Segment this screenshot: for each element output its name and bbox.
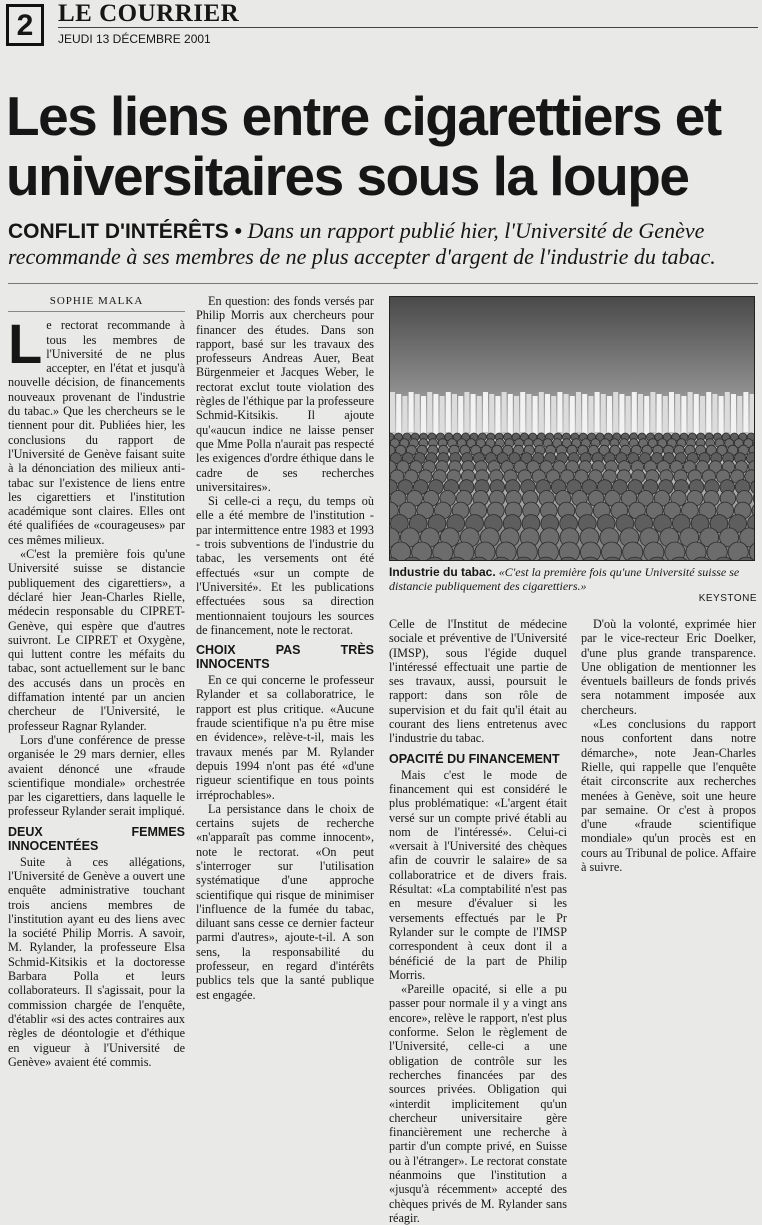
article-paragraph: «Pareille opacité, si elle a pu passer pour normale il y a vingt ans encore», relève le rapport, n'est plus conforme. Selon le règlement de l'Université, celle-ci a une obligation de contrôle sur les recherches financées par des sources privées. Obligation qui «interdit implicitement qu'un chercheur universitaire gère financièrement une recherche à partir d'un compte privé, en Suisse ou à l'étranger». Le rectorat constate néanmoins que l'institution a «jusqu'à récemment» accepté des chèques privés de M. Rylander sans réagir. (389, 982, 567, 1225)
headline: Les liens entre cigarettiers et universitaires sous la loupe (6, 85, 721, 207)
article-paragraph: Le rectorat recommande à tous les membres de l'Université de ne plus accepter, en l'état et jusqu'à nouvelle décision, de financements nouveaux provenant de l'industrie du tabac.» Que les chercheurs se le tiennent pour dit. Publiées hier, les conclusions du rapport de l'Université de Genève faisant suite à la dénonciation des milieux anti-tabac sur l'existence de liens entre les cigarettiers et l'institution académique sont claires. Elles ont été qualifiées de «courageuses» par ces mêmes milieux. (8, 312, 185, 547)
article-paragraph: Celle de l'Institut de médecine sociale et préventive de l'Université (IMSP), sous l'égide duquel l'intéressé effectuait une partie de ses travaux, aussi, poursuit le rapport: dans son rôle de supervision et du fait qu'il était au courant des liens entretenus avec l'industrie du tabac. (389, 617, 567, 746)
standfirst-kicker: CONFLIT D'INTÉRÊTS • (8, 220, 243, 243)
article-paragraph: D'où la volonté, exprimée hier par le vice-recteur Eric Doelker, d'une plus grande transparence. Une obligation de mentionner les éventuels bailleurs de fonds privés sera notamment imposée aux chercheurs. (581, 617, 756, 717)
photo-caption (389, 565, 757, 604)
drop-cap: L (8, 312, 43, 376)
caption-title: Industrie du tabac. (389, 565, 496, 579)
article-paragraph: La persistance dans le choix de certains sujets de recherche «n'apparaît pas comme innocent», note le rectorat. «On peut s'interroger sur l'utilisation systématique d'une approche scientifique qui risque de minimiser l'influence de la fumée du tabac, diluant sans cesse ce dernier facteur parmi d'autres», ajoute-t-il. A son sens, la responsabilité du professeur, en regard d'intérêts publics tels que la santé publique est engagée. (196, 801, 374, 1002)
article-paragraph: Suite à ces allégations, l'Université de Genève a ouvert une enquête administrative touchant trois anciens membres de l'institution ayant eu des liens avec la société Philip Morris. A savoir, M. Rylander, la professeure Elsa Schmid-Kitsikis et la doctoresse Barbara Polla et leurs collaborateurs. Il s'agissait, pour la commission chargée de l'enquête, d'établir «si des actes contraires aux règles de déontologie et d'éthique en vigueur à l'Université de Genève» avaient été commis. (8, 854, 185, 1069)
cigarettes-photo (389, 296, 755, 561)
article-paragraph: En question: des fonds versés par Philip Morris aux chercheurs pour financer des études. Dans son rapport, basé sur les travaux des professeurs Andreas Auer, Beat Bürgenmeier et Jacques Weber, le rectorat exclut toute violation des règles de l'éthique par la professeure Schmid-Kitsikis. Il ajoute qu'«aucun indice ne laisse penser que Mme Polla n'aurait pas respecté les exigences d'ordre éthique dans le cadre de ses recherches universitaires». (196, 294, 374, 494)
subheading-deux-femmes: DEUX FEMMES INNOCENTÉES (8, 824, 185, 853)
byline: SOPHIE MALKA (8, 294, 185, 312)
cigarettes-image (390, 297, 755, 561)
subheading-choix: CHOIX PAS TRÈS INNOCENTS (196, 643, 374, 672)
article-paragraph: Lors d'une conférence de presse organisée le 29 mars dernier, elles avaient dénoncé une «fraude scientifique mondiale» orchestrée par les cigarettiers, dans laquelle le professeur Rylander serait impliqué. (8, 732, 185, 819)
standfirst-rule (8, 283, 758, 284)
article-column-1 (8, 294, 185, 1069)
subheading-opacite: OPACITÉ DU FINANCEMENT (389, 751, 560, 766)
article-paragraph: En ce qui concerne le professeur Rylander et sa collaboratrice, le rapport est plus critique. «Aucune fraude scientifique n'a pu être mise en évidence», relève-t-il, mais les travaux menés par M. Rylander depuis 1994 n'ont pas été «d'une rigueur scientifique en tous points irréprochables». (196, 673, 374, 802)
article-paragraph: «C'est la première fois qu'une Université suisse se distancie publiquement des cigarettiers», a déclaré hier Jean-Charles Rielle, médecin responsable du CIPRET-Genève, qui espère que d'autres suivront. Le CIPRET et Oxygène, qui luttent contre les méfaits du tabac, sont actuellement sur le banc des accusés dans un procès en diffamation intenté par un ancien chercheur de l'Université, le professeur Ragnar Rylander. (8, 547, 185, 733)
newspaper-name: LE COURRIER (58, 0, 240, 27)
article-column-2 (196, 294, 374, 1002)
article-paragraph: Si celle-ci a reçu, du temps où elle a été membre de l'institution - par intermittence entre 1983 et 1993 - trois subventions de l'industrie du tabac, les versements ont été effectués «sur un compte de l'Université». Et les publications effectuées sous sa direction mentionnaient toujours les sources de financement, note le rectorat. (196, 494, 374, 637)
issue-date: JEUDI 13 DÉCEMBRE 2001 (58, 32, 211, 46)
standfirst-text: Dans un rapport publié hier, l'Université de Genève recommande à ses membres de ne plus accepter d'argent de l'industrie du tabac. (8, 218, 716, 269)
article-column-4 (581, 617, 756, 874)
article-paragraph: Mais c'est le mode de financement qui est considéré le plus problématique: «L'argent était versé sur un compte privé établi au nom de l'intéressé». Celui-ci «versait à l'Université des chèques afin de couvrir le salaire» de sa collaboratrice et de divers frais. Résultat: «La comptabilité n'est pas en mesure d'évaluer si les versements effectués par le Pr Rylander sur le compte de l'IMSP correspondent à ceux dont il a bénéficié de la part de Philip Morris. (389, 767, 567, 982)
caption-text: «C'est la première fois qu'une Université suisse se distancie publiquement des cigarettiers.» (389, 565, 740, 593)
article-column-3 (389, 617, 567, 1225)
masthead-rule (58, 27, 758, 28)
standfirst (8, 218, 758, 270)
article-paragraph: «Les conclusions du rapport nous confortent dans notre démarche», note Jean-Charles Rielle, qui rappelle que l'enquête était circonscrite aux recherches menées à Genève, soit une heure par semaine. Or c'est à propos d'une «fraude scientifique mondiale» qu'un procès est en cours au Tribunal de police. Affaire à suivre. (581, 717, 756, 875)
photo-credit: KEYSTONE (698, 593, 757, 604)
page-number: 2 (6, 4, 44, 46)
